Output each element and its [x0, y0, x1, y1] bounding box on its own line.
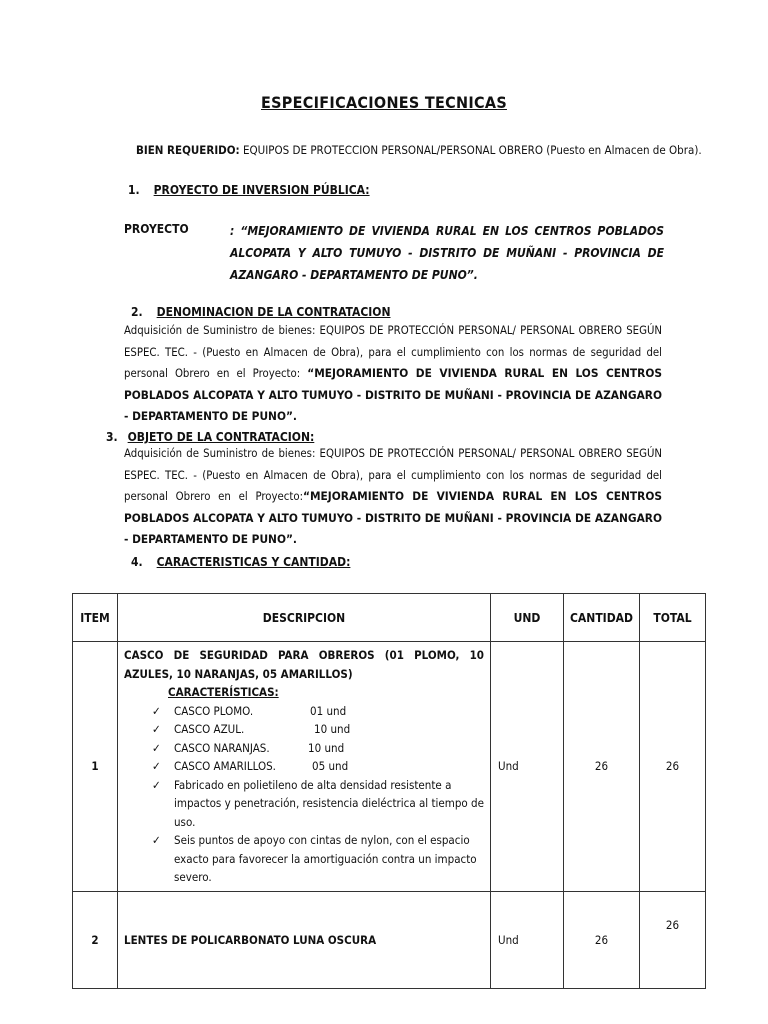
list-item	[152, 739, 484, 758]
checkmark-icon: ✓	[152, 833, 161, 847]
paragraph-project-name: “MEJORAMIENTO DE VIVIENDA RURAL EN LOS CENTROS POBLADOS ALCOPATA Y ALTO TUMUYO - DISTRITO DE MUÑANI - PROVINCIA DE AZANGARO - DEPARTAMENTO DE PUNO”.	[124, 489, 662, 546]
proyecto-value: : “MEJORAMIENTO DE VIVIENDA RURAL EN LOS CENTROS POBLADOS ALCOPATA Y ALTO TUMUYO - DISTRITO DE MUÑANI - PROVINCIA DE AZANGARO - DEPARTAMENTO DE PUNO”.	[230, 224, 664, 282]
proyecto-label: PROYECTO	[124, 222, 189, 236]
feature-text: Fabricado en polietileno de alta densidad resistente a impactos y penetración, resistencia dieléctrica al tiempo de uso.	[174, 777, 484, 829]
feature-qty: 05 und	[312, 759, 349, 773]
header-cantidad: CANTIDAD	[564, 594, 640, 642]
feature-text: Seis puntos de apoyo con cintas de nylon, con el espacio exacto para favorecer la amortiguación contra un impacto severo.	[174, 833, 477, 884]
header-descripcion: DESCRIPCION	[118, 594, 491, 642]
list-item	[152, 831, 484, 887]
und-cell: Und	[491, 642, 564, 892]
item-cell: 2	[73, 891, 118, 988]
header-total: TOTAL	[640, 594, 706, 642]
item-cell: 1	[73, 642, 118, 892]
header-und: UND	[491, 594, 564, 642]
bien-value: EQUIPOS DE PROTECCION PERSONAL/PERSONAL OBRERO (Puesto en Almacen de Obra).	[239, 143, 702, 157]
list-item	[152, 757, 484, 776]
header-item: ITEM	[73, 594, 118, 642]
checkmark-icon: ✓	[152, 722, 161, 736]
section-title: CARACTERISTICAS Y CANTIDAD:	[156, 555, 351, 569]
table-row	[73, 642, 706, 892]
checkmark-icon: ✓	[152, 740, 161, 755]
section-title: OBJETO DE LA CONTRATACION:	[127, 430, 315, 444]
paragraph-text: Adquisición de Suministro de bienes: EQUIPOS DE PROTECCIÓN PERSONAL/ PERSONAL OBRERO SEGÚN ESPEC. TEC. - (Puesto en Almacen de Obra), para el cumplimiento con los normas de seguridad del personal Obrero en el Proyecto:	[124, 324, 662, 380]
description-cell	[118, 642, 491, 892]
list-item	[152, 776, 484, 832]
paragraph-project-name: “MEJORAMIENTO DE VIVIENDA RURAL EN LOS CENTROS POBLADOS ALCOPATA Y ALTO TUMUYO - DISTRITO DE MUÑANI - PROVINCIA DE AZANGARO - DEPARTAMENTO DE PUNO”.	[124, 366, 662, 423]
specs-table	[72, 593, 706, 989]
section-1-heading	[128, 183, 370, 197]
list-item	[152, 720, 484, 739]
section-number: 2.	[131, 305, 143, 319]
checkmark-icon: ✓	[152, 759, 161, 773]
cantidad-cell: 26	[564, 642, 640, 892]
bien-requerido	[136, 143, 702, 157]
section-number: 3.	[106, 430, 118, 444]
cantidad-cell: 26	[564, 891, 640, 988]
und-cell: Und	[491, 891, 564, 988]
section-number: 4.	[131, 555, 143, 569]
description-cell: LENTES DE POLICARBONATO LUNA OSCURA	[118, 891, 491, 988]
feature-text: CASCO NARANJAS.	[174, 740, 270, 755]
table-header-row	[73, 594, 706, 642]
paragraph-text: Adquisición de Suministro de bienes: EQUIPOS DE PROTECCIÓN PERSONAL/ PERSONAL OBRERO SEGÚN ESPEC. TEC. - (Puesto en Almacen de Obra), para el cumplimiento con los normas de seguridad del personal Obrero en el Proyecto:	[124, 447, 662, 503]
section-2-heading	[131, 305, 391, 319]
feature-qty: 10 und	[308, 740, 345, 755]
feature-text: CASCO PLOMO.	[174, 703, 254, 718]
feature-text: CASCO AZUL.	[174, 722, 245, 736]
total-cell: 26	[640, 642, 706, 892]
section-3-heading	[106, 430, 314, 444]
section-3-paragraph	[124, 443, 662, 551]
section-number: 1.	[128, 183, 140, 197]
section-4-heading	[131, 555, 350, 569]
item-title: CASCO DE SEGURIDAD PARA OBREROS (01 PLOMO, 10 AZULES, 10 NARANJAS, 05 AMARILLOS)	[124, 648, 484, 681]
table-row	[73, 891, 706, 988]
bien-label: BIEN REQUERIDO:	[136, 143, 240, 157]
section-2-paragraph	[124, 320, 662, 428]
section-title: PROYECTO DE INVERSION PÚBLICA:	[153, 183, 370, 197]
feature-qty: 10 und	[314, 722, 351, 736]
feature-qty: 01 und	[310, 703, 347, 718]
section-title: DENOMINACION DE LA CONTRATACION	[156, 305, 391, 319]
feature-text: CASCO AMARILLOS.	[174, 759, 276, 773]
list-item	[152, 702, 484, 721]
total-cell: 26	[640, 891, 706, 988]
checkmark-icon: ✓	[152, 703, 161, 718]
checkmark-icon: ✓	[152, 777, 161, 792]
document-title: ESPECIFICACIONES TECNICAS	[261, 93, 507, 112]
features-heading: CARACTERÍSTICAS:	[168, 685, 279, 699]
features-list	[124, 702, 484, 887]
